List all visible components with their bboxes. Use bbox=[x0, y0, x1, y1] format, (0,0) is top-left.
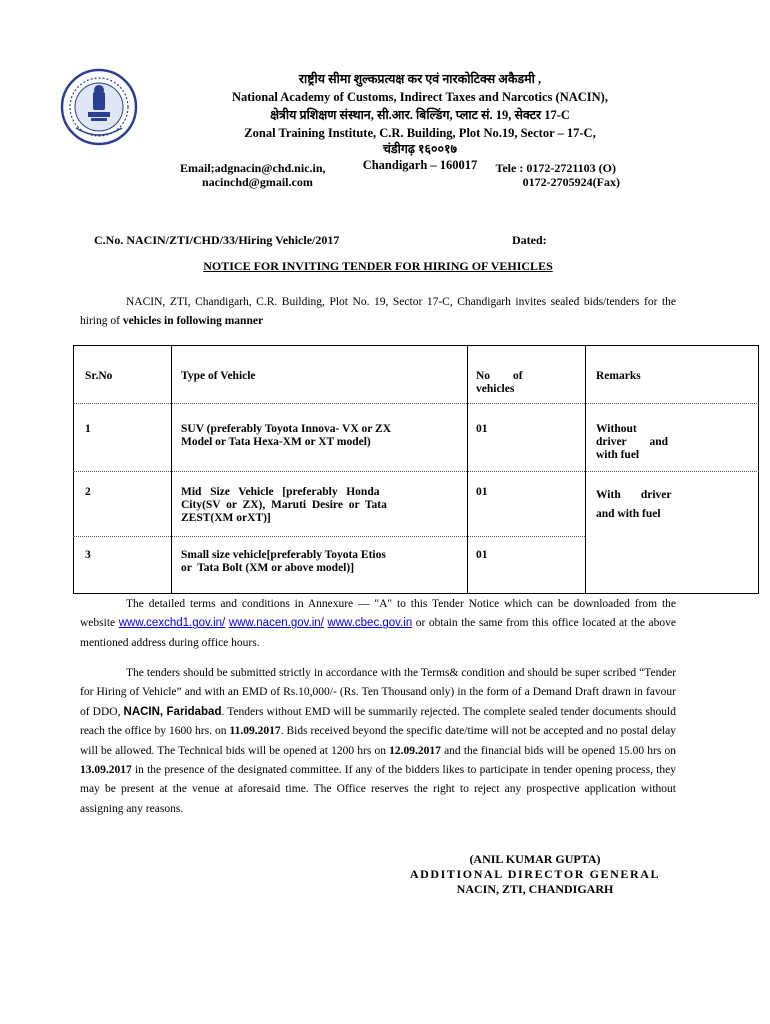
dated-label: Dated: bbox=[512, 233, 547, 247]
header-hindi-line1: राष्ट्रीय सीमा शुल्कप्रत्यक्ष कर एवं नारकोटिक्स अकैडमी , bbox=[298, 72, 542, 86]
signatory-office: NACIN, ZTI, CHANDIGARH bbox=[456, 882, 614, 896]
header-english-line1: National Academy of Customs, Indirect Taxes and Narcotics (NACIN), bbox=[232, 90, 608, 104]
row2-count: 01 bbox=[476, 486, 488, 498]
row2-remarks: With driver and with fuel bbox=[596, 489, 672, 520]
ddo-name: NACIN, Faridabad bbox=[123, 705, 222, 718]
header-remarks: Remarks bbox=[596, 370, 641, 382]
file-number: C.No. NACIN/ZTI/CHD/33/Hiring Vehicle/2017 bbox=[94, 233, 340, 247]
vehicles-table bbox=[73, 345, 759, 594]
link-nacen[interactable]: www.nacen.gov.in/ bbox=[228, 617, 324, 630]
header-english-line2: Zonal Training Institute, C.R. Building, Plot No.19, Sector – 17-C, bbox=[244, 126, 596, 140]
row1-sr: 1 bbox=[85, 423, 91, 435]
technical-bid-date: 12.09.2017 bbox=[389, 744, 441, 757]
header-no-of-vehicles: No of vehicles bbox=[476, 370, 523, 395]
notice-title: NOTICE FOR INVITING TENDER FOR HIRING OF VEHICLES bbox=[203, 259, 553, 273]
row3-type: Small size vehicle[preferably Toyota Etios or Tata Bolt (XM or above model)] bbox=[181, 549, 386, 574]
submission-date: 11.09.2017 bbox=[229, 725, 281, 738]
header-english-line3: Chandigarh – 160017 bbox=[362, 158, 478, 172]
email-line1: Email;adgnacin@chd.nic.in, bbox=[180, 161, 326, 175]
row3-count: 01 bbox=[476, 549, 488, 561]
row1-count: 01 bbox=[476, 423, 488, 435]
row1-remarks: Without driver and with fuel bbox=[596, 423, 668, 461]
intro-text: NACIN, ZTI, Chandigarh, C.R. Building, Plot No. 19, Sector 17-C, Chandigarh invites sealed bids/tenders for the hiring of bbox=[80, 296, 676, 328]
link-cbec[interactable]: www.cbec.gov.in bbox=[327, 617, 413, 630]
nacin-emblem-logo bbox=[60, 68, 138, 146]
telephone-line2: 0172-2705924(Fax) bbox=[522, 175, 620, 189]
tender-submission-paragraph: The tenders should be submitted strictly in accordance with the Terms& condition and should be super scribed “Tender for Hiring of Vehicle” and with an EMD of Rs.10,000/- (Rs. Ten Thousand only) in the form of a Demand Draft drawn in favour of DDO, NACIN, Faridabad. Tenders without EMD will be summarily rejected. The complete sealed tender documents should reach the office by 1600 hrs. on 11.09.2017. Bids received beyond the specific date/time will not be accepted and no postal delay will be allowed. The Technical bids will be opened at 1200 hrs on 12.09.2017 and the financial bids will be opened 15.00 hrs on 13.09.2017 in the presence of the designated committee. If any of the bidders likes to participate in tender opening process, they may be present at the venue at aforesaid time. The Office reserves the right to reject any prospective application without assigning any reasons. bbox=[80, 667, 676, 815]
financial-bid-date: 13.09.2017 bbox=[80, 764, 132, 777]
header-type-of-vehicle: Type of Vehicle bbox=[181, 370, 256, 382]
intro-bold-text: vehicles in following manner bbox=[122, 315, 264, 328]
header-hindi-line3: चंडीगढ़ १६००१७ bbox=[382, 142, 458, 156]
signatory-designation: ADDITIONAL DIRECTOR GENERAL bbox=[409, 867, 661, 881]
row1-type: SUV (preferably Toyota Innova- VX or ZX Model or Tata Hexa-XM or XT model) bbox=[181, 423, 392, 448]
signatory-name: (ANIL KUMAR GUPTA) bbox=[469, 852, 601, 866]
row2-type: Mid Size Vehicle [preferably Honda City(SV or ZX), Maruti Desire or Tata ZEST(XM orXT)] bbox=[181, 486, 387, 524]
terms-paragraph: The detailed terms and conditions in Annexure — "A" to this Tender Notice which can be downloaded from the website www.cexchd1.gov.in/ www.nacen.gov.in/ www.cbec.gov.in or obtain the same from this office located at the above mentioned address during office hours. bbox=[80, 598, 676, 649]
email-line2: nacinchd@gmail.com bbox=[202, 175, 313, 189]
intro-paragraph bbox=[80, 293, 676, 332]
telephone-line1: Tele : 0172-2721103 (O) bbox=[495, 161, 616, 175]
link-cexchd1[interactable]: www.cexchd1.gov.in/ bbox=[118, 617, 226, 630]
row2-sr: 2 bbox=[85, 486, 91, 498]
header-hindi-line2: क्षेत्रीय प्रशिक्षण संस्थान, सी.आर. बिल्डिंग, प्लाट सं. 19, सेक्टर 17-C bbox=[270, 108, 570, 122]
header-sr-no: Sr.No bbox=[85, 370, 113, 382]
row3-sr: 3 bbox=[85, 549, 91, 561]
